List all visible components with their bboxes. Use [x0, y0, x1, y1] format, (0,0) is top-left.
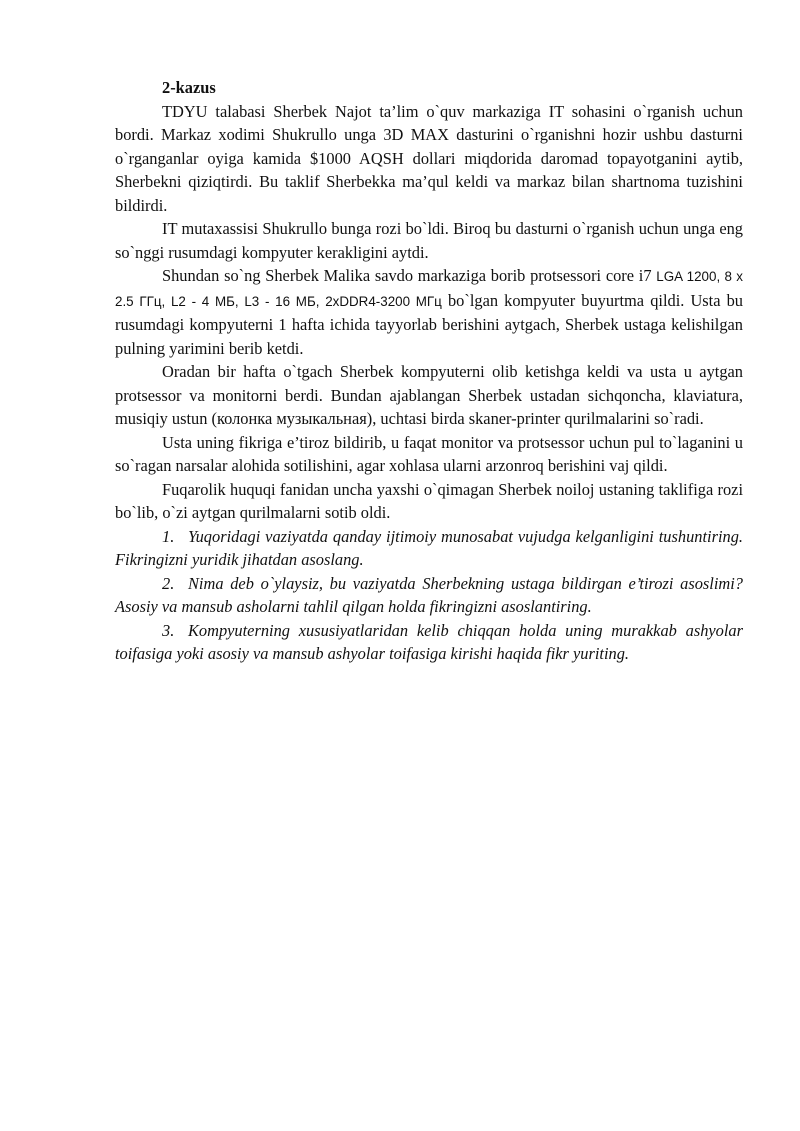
question-2	[115, 572, 743, 619]
paragraph-purchase	[115, 264, 743, 360]
question-number: 1.	[162, 526, 175, 546]
paragraph-intro: TDYU talabasi Sherbek Najot ta’lim o`quv markaziga IT sohasini o`rganish uchun bordi. Markaz xodimi Shukrullo unga 3D MAX dasturini o`rganishni hozir ushbu dasturni o`rganganlar oyiga kamida $1000 AQSH dollari miqdorida daromad topayotganini aytib, Sherbekni qiziqtirdi. Bu taklif Sherbekka ma’qul keldi va markaz bilan shartnoma tuzishini bildirdi.	[115, 101, 743, 215]
question-text: Nima deb o`ylaysiz, bu vaziyatda Sherbekning ustaga bildirgan e’tirozi asoslimi? Asosiy va mansub asholarni tahlil qilgan holda fikringizni asoslantiring.	[115, 573, 743, 616]
paragraph-agreement: Fuqarolik huquqi fanidan uncha yaxshi o`qimagan Sherbek noiloj ustaning taklifiga rozi bo`lib, o`zi aytgan qurilmalarni sotib oldi.	[115, 479, 743, 522]
question-number: 2.	[162, 573, 175, 593]
question-number: 3.	[162, 620, 175, 640]
question-text: Kompyuterning xususiyatlaridan kelib chiqqan holda uning murakkab ashyolar toifasiga yoki asosiy va mansub ashyolar toifasiga kirishi haqida fikr yuriting.	[115, 620, 743, 663]
question-text: Yuqoridagi vaziyatda qanday ijtimoiy munosabat vujudga kelganligini tushuntiring. Fikringizni yuridik jihatdan asoslang.	[115, 526, 743, 569]
purchase-text-before: Shundan so`ng Sherbek Malika savdo markaziga borib protsessori core i7	[162, 266, 657, 285]
purchase-text-after: bo`lgan kompyuter buyurtma qildi. Usta bu rusumdagi kompyuterni 1 hafta ichida tayyorlab berishini aytgach, Sherbek ustaga kelishilgan pulning yarimini berib ketdi.	[115, 290, 743, 358]
document-page	[115, 76, 743, 666]
question-1	[115, 525, 743, 572]
paragraph-objection: Usta uning fikriga e’tiroz bildirib, u faqat monitor va protsessor uchun pul to`laganini u so`ragan narsalar alohida sotilishini, agar xohlasa ularni arzonroq berishini vaj qildi.	[115, 432, 743, 475]
paragraph-it-specialist: IT mutaxassisi Shukrullo bunga rozi bo`ldi. Biroq bu dasturni o`rganish uchun unga eng so`nggi rusumdagi kompyuter kerakligini aytdi.	[115, 219, 743, 262]
processor-spec: LGA 1200, 8 x 2.5 ГГц, L2 - 4 МБ, L3 - 16 МБ, 2xDDR4-3200 МГц	[115, 269, 744, 309]
paragraph-pickup: Oradan bir hafta o`tgach Sherbek kompyuterni olib ketishga keldi va usta u aytgan protsessor va monitorni berdi. Bundan ajablangan Sherbek ustadan sichqoncha, klaviatura, musiqiy ustun (колонка музыкальная), uchtasi birda skaner-printer qurilmalarini so`radi.	[115, 362, 743, 428]
case-title: 2-kazus	[162, 78, 216, 97]
question-3	[115, 619, 743, 666]
